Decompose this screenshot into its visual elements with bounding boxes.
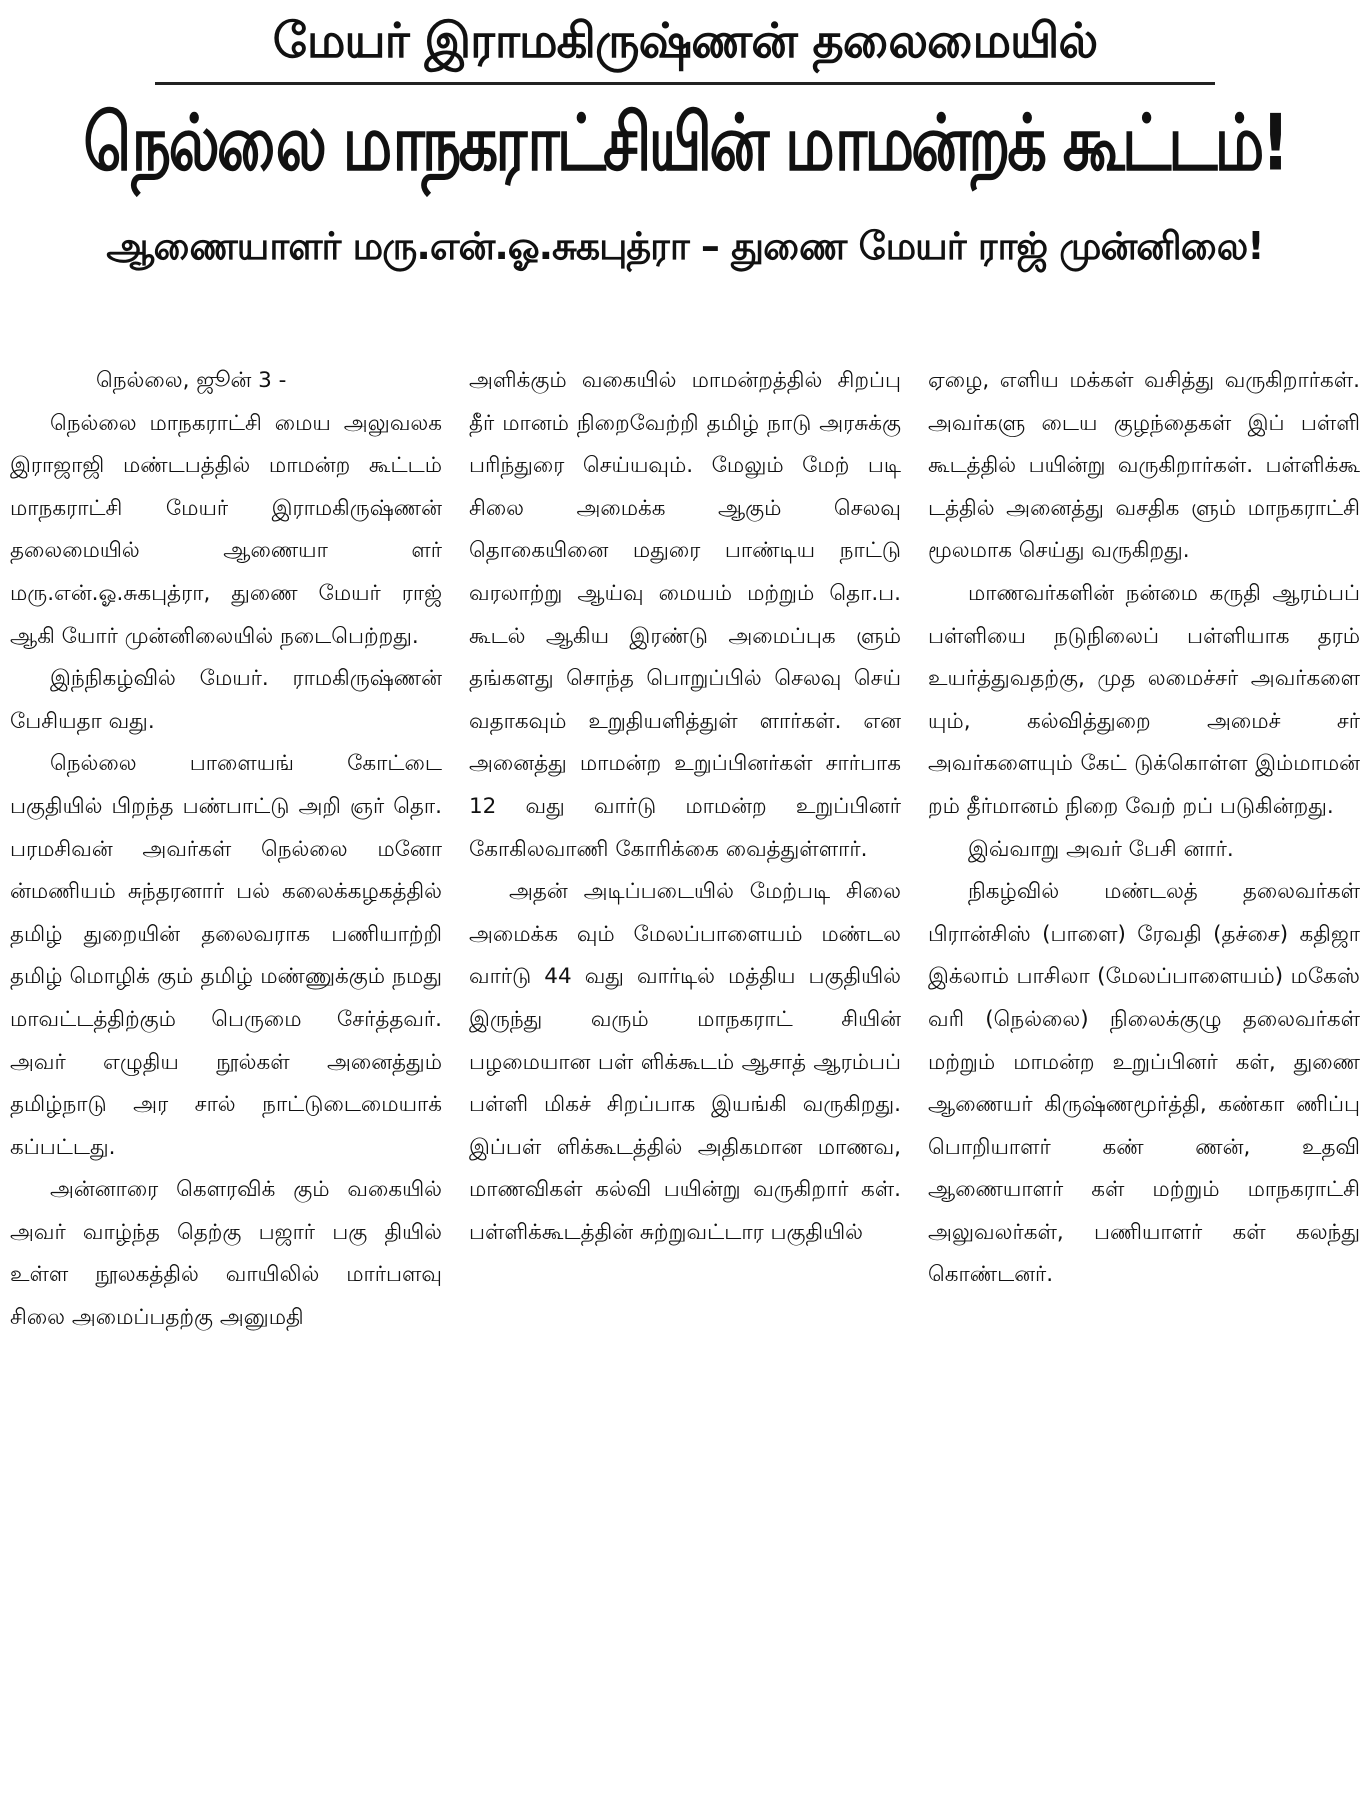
subheadline: ஆணையாளர் மரு.என்.ஓ.சுகபுத்ரா – துணை மேயர் ராஜ் முன்னிலை!: [106, 224, 1264, 268]
column-2: [469, 360, 901, 1810]
column-1: [10, 360, 442, 1810]
paragraph: நிகழ்வில் மண்டலத் தலைவர்கள் பிரான்சிஸ் (பாளை) ரேவதி (தச்சை) கதிஜா இக்லாம் பாசிலா (மேலப்பாளையம்) மகேஸ் வரி (நெல்லை) நிலைக்குழு தலைவர்கள் மற்றும் மாமன்ற உறுப்பினர் கள், துணை ஆணையர் கிருஷ்ணமூர்த்தி, கண்கா ணிப்பு பொறியாளர் கண் ணன், உதவி ஆணையாளர் கள் மற்றும் மாநகராட்சி அலுவலர்கள், பணியாளர் கள் கலந்து கொண்டனர்.: [928, 879, 1360, 1288]
paragraph: நெல்லை பாளையங் கோட்டை பகுதியில் பிறந்த பண்பாட்டு அறி ஞர் தொ. பரமசிவன் அவர்கள் நெல்லை மனோ ன்மணியம் சுந்தரனார் பல் கலைக்கழகத்தில் தமிழ் துறையின் தலைவராக பணியாற்றி தமிழ் மொழிக் கும் தமிழ் மண்ணுக்கும் நமது மாவட்டத்திற்கும் பெருமை சேர்த்தவர். அவர் எழுதிய நூல்கள் அனைத்தும் தமிழ்நாடு அர சால் நாட்டுடைமையாக் கப்பட்டது.: [10, 751, 442, 1160]
paragraph: அன்னாரை கௌரவிக் கும் வகையில் அவர் வாழ்ந்த தெற்கு பஜார் பகு தியில் உள்ள நூலகத்தில் வாயிலில் மார்பளவு சிலை அமைப்பதற்கு அனுமதி: [10, 1177, 442, 1331]
paragraph: அதன் அடிப்படையில் மேற்படி சிலை அமைக்க வும் மேலப்பாளையம் மண்டல வார்டு 44 வது வார்டில் மத்திய பகுதியில் இருந்து வரும் மாநகராட் சியின் பழமையான பள் ளிக்கூடம் ஆசாத் ஆரம்பப் பள்ளி மிகச் சிறப்பாக இயங்கி வருகிறது. இப்பள் ளிக்கூடத்தில் அதிகமான மாணவ, மாணவிகள் கல்வி பயின்று வருகிறார் கள். பள்ளிக்கூடத்தின் சுற்றுவட்டார பகுதியில்: [469, 879, 901, 1245]
article-body: [10, 360, 1360, 1810]
paragraph: அளிக்கும் வகையில் மாமன்றத்தில் சிறப்பு தீர் மானம் நிறைவேற்றி தமிழ் நாடு அரசுக்கு பரிந்துரை செய்யவும். மேலும் மேற் படி சிலை அமைக்க ஆகும் செலவு தொகையினை மதுரை பாண்டிய நாட்டு வரலாற்று ஆய்வு மையம் மற்றும் தொ.ப. கூடல் ஆகிய இரண்டு அமைப்புக ளும் தங்களது சொந்த பொறுப்பில் செலவு செய் வதாகவும் உறுதியளித்துள் ளார்கள். என அனைத்து மாமன்ற உறுப்பினர்கள் சார்பாக 12 வது வார்டு மாமன்ற உறுப்பினர் கோகிலவாணி கோரிக்கை வைத்துள்ளார்.: [469, 368, 901, 862]
dateline: நெல்லை, ஜூன் 3 -: [96, 368, 287, 393]
paragraph: இந்நிகழ்வில் மேயர். ராமகிருஷ்ணன் பேசியதா வது.: [10, 666, 442, 734]
paragraph: நெல்லை மாநகராட்சி மைய அலுவலக இராஜாஜி மண்டபத்தில் மாமன்ற கூட்டம் மாநகராட்சி மேயர் இராமகிருஷ்ணன் தலைமையில் ஆணையா ளர் மரு.என்.ஓ.சுகபுத்ரா, துணை மேயர் ராஜ் ஆகி யோர் முன்னிலையில் நடைபெற்றது.: [10, 410, 442, 649]
paragraph: ஏழை, எளிய மக்கள் வசித்து வருகிறார்கள். அவர்களு டைய குழந்தைகள் இப் பள்ளி கூடத்தில் பயின்று வருகிறார்கள். பள்ளிக்கூ டத்தில் அனைத்து வசதிக ளும் மாநகராட்சி மூலமாக செய்து வருகிறது.: [928, 368, 1360, 564]
paragraph: இவ்வாறு அவர் பேசி னார்.: [968, 836, 1234, 862]
main-headline: நெல்லை மாநகராட்சியின் மாமன்றக் கூட்டம்!: [83, 97, 1287, 189]
kicker-headline: மேயர் இராமகிருஷ்ணன் தலைமையில்: [272, 13, 1098, 69]
paragraph: மாணவர்களின் நன்மை கருதி ஆரம்பப் பள்ளியை நடுநிலைப் பள்ளியாக தரம் உயர்த்துவதற்கு, முத லமைச்சர் அவர்களை யும், கல்வித்துறை அமைச் சர் அவர்களையும் கேட் டுக்கொள்ள இம்மாமன் றம் தீர்மானம் நிறை வேற் றப் படுகின்றது.: [928, 580, 1360, 819]
column-3: [928, 360, 1360, 1810]
